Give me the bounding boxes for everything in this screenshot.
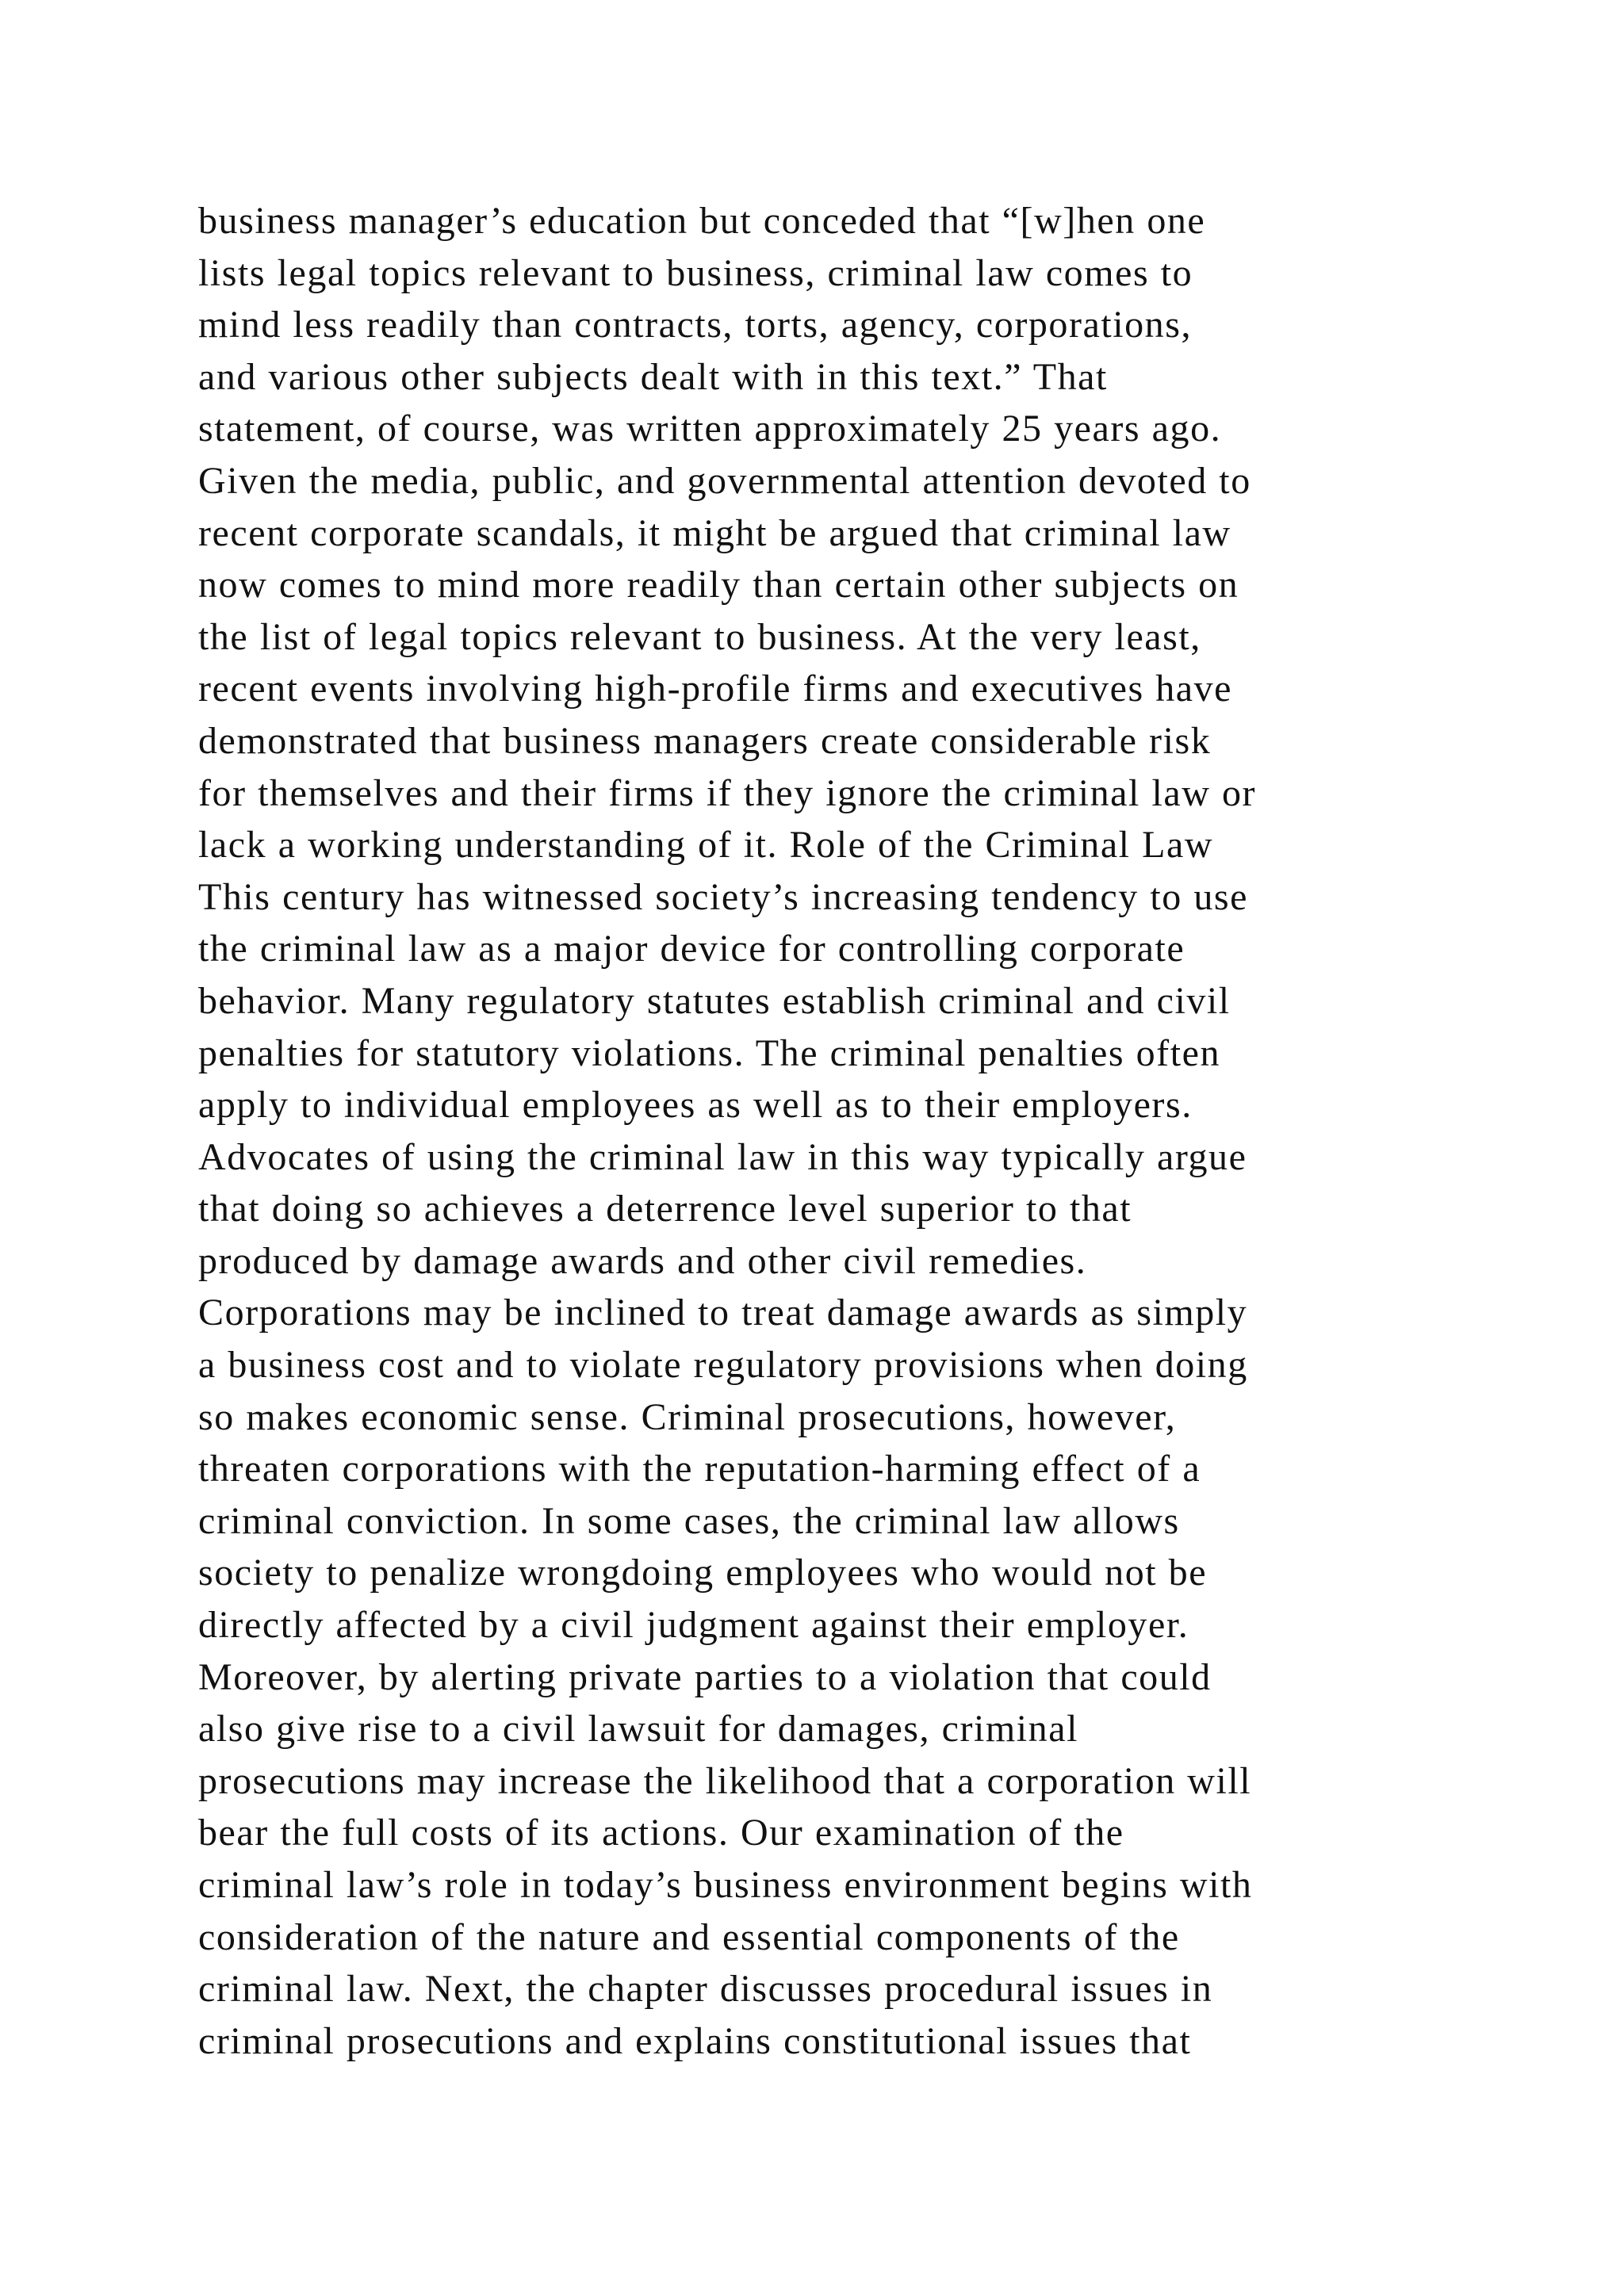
text-line: and various other subjects dealt with in this text.” That: [198, 355, 1108, 398]
text-line: recent corporate scandals, it might be argued that criminal law: [198, 511, 1231, 554]
text-line: for themselves and their firms if they ignore the criminal law or: [198, 771, 1257, 814]
text-line: statement, of course, was written approximately 25 years ago.: [198, 408, 1222, 450]
text-line: criminal prosecutions and explains constitutional issues that: [198, 2019, 1192, 2062]
text-line: society to penalize wrongdoing employees who would not be: [198, 1552, 1208, 1594]
text-line: criminal law. Next, the chapter discusses procedural issues in: [198, 1968, 1213, 2011]
text-line: the list of legal topics relevant to business. At the very least,: [198, 615, 1201, 658]
text-line: threaten corporations with the reputation-harming effect of a: [198, 1448, 1201, 1490]
text-line: produced by damage awards and other civil remedies.: [198, 1239, 1087, 1282]
text-line: also give rise to a civil lawsuit for damages, criminal: [198, 1708, 1078, 1751]
text-line: Given the media, public, and governmental attention devoted to: [198, 459, 1251, 502]
text-line: Advocates of using the criminal law in this way typically argue: [198, 1135, 1247, 1178]
text-line: a business cost and to violate regulatory provisions when doing: [198, 1344, 1248, 1387]
text-line: consideration of the nature and essential components of the: [198, 1915, 1180, 1958]
text-line: the criminal law as a major device for controlling corporate: [198, 928, 1185, 970]
text-line: penalties for statutory violations. The criminal penalties often: [198, 1031, 1220, 1074]
text-line: so makes economic sense. Criminal prosecutions, however,: [198, 1395, 1177, 1438]
text-line: demonstrated that business managers create considerable risk: [198, 719, 1212, 762]
text-line: prosecutions may increase the likelihood that a corporation will: [198, 1759, 1252, 1802]
text-line: directly affected by a civil judgment against their employer.: [198, 1604, 1189, 1647]
text-line: This century has witnessed society’s increasing tendency to use: [198, 875, 1249, 918]
text-line: lists legal topics relevant to business, criminal law comes to: [198, 251, 1193, 294]
body-text: [198, 195, 1507, 2067]
text-line: Corporations may be inclined to treat damage awards as simply: [198, 1292, 1248, 1334]
text-line: lack a working understanding of it. Role of the Criminal Law: [198, 824, 1214, 867]
text-line: now comes to mind more readily than certain other subjects on: [198, 564, 1239, 607]
text-line: that doing so achieves a deterrence level superior to that: [198, 1188, 1132, 1230]
text-line: Moreover, by alerting private parties to a violation that could: [198, 1655, 1212, 1698]
text-line: criminal law’s role in today’s business environment begins with: [198, 1864, 1253, 1906]
text-line: business manager’s education but conceded that “[w]hen one: [198, 200, 1206, 242]
text-line: behavior. Many regulatory statutes establish criminal and civil: [198, 979, 1231, 1022]
text-line: criminal conviction. In some cases, the criminal law allows: [198, 1499, 1180, 1542]
text-line: bear the full costs of its actions. Our examination of the: [198, 1812, 1124, 1854]
text-line: recent events involving high-profile firms and executives have: [198, 668, 1233, 710]
text-line: mind less readily than contracts, torts, agency, corporations,: [198, 304, 1192, 346]
text-line: apply to individual employees as well as to their employers.: [198, 1084, 1193, 1127]
